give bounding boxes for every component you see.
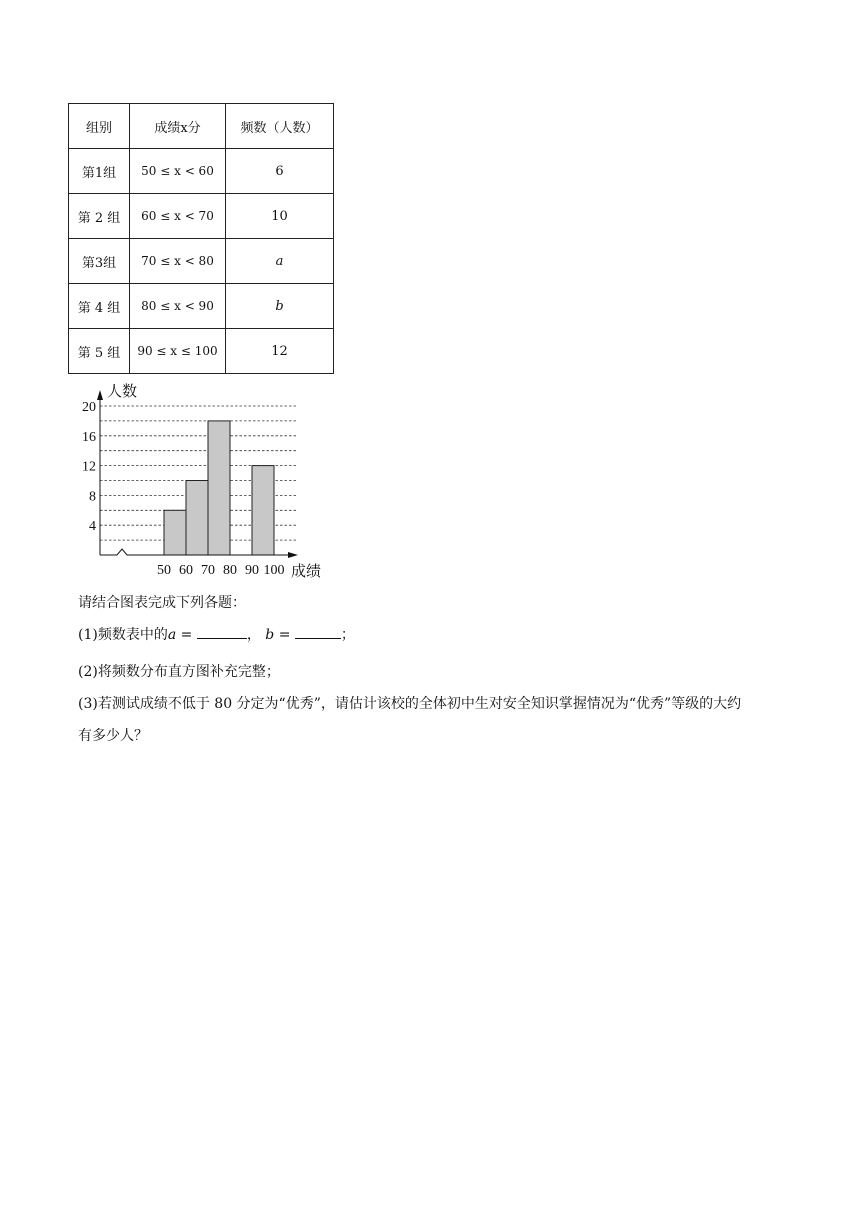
q1-sep: ， — [246, 627, 261, 643]
q1-blank-a[interactable] — [197, 624, 247, 639]
table-row — [69, 284, 334, 329]
q1-prefix: (1)频数表中的 — [78, 627, 168, 643]
question-intro: 请结合图表完成下列各题： — [78, 595, 246, 611]
question-3-line-1: (3)若测试成绩不低于 80 分定为“优秀”，请估计该校的全体初中生对安全知识掌握情况为“优秀”等级的大约 — [78, 696, 742, 712]
y-tick-label: 8 — [89, 489, 96, 505]
q1-blank-b[interactable] — [295, 624, 341, 639]
question-2: (2)将频数分布直方图补充完整； — [78, 664, 280, 680]
x-tick-label: 70 — [201, 563, 215, 578]
y-axis-arrow — [97, 390, 103, 400]
q1-var-b: b — [265, 627, 275, 643]
x-tick-label: 90 — [245, 563, 259, 578]
table-cell-range: 50 ≤ x < 60 — [130, 149, 226, 194]
table-cell-group: 第 5 组 — [69, 329, 130, 374]
table-cell-group: 第 2 组 — [69, 194, 130, 239]
x-tick-label: 50 — [157, 563, 171, 578]
q1-eq-b: = — [274, 627, 295, 643]
table-cell-range: 90 ≤ x ≤ 100 — [130, 329, 226, 374]
histogram-bar — [164, 510, 186, 555]
x-axis-arrow — [288, 552, 298, 558]
table-row — [69, 149, 334, 194]
table-cell-group: 第 4 组 — [69, 284, 130, 329]
histogram-bar — [252, 466, 274, 555]
x-axis-label: 成绩 — [291, 562, 322, 580]
header-group: 组别 — [69, 104, 130, 149]
table-header-row — [69, 104, 334, 149]
y-tick-label: 20 — [82, 400, 96, 415]
table-cell-count: b — [226, 284, 334, 329]
q1-end: ； — [340, 627, 355, 643]
header-score: 成绩x分 — [130, 104, 226, 149]
y-tick-label: 4 — [89, 519, 96, 535]
table-cell-group: 第3组 — [69, 239, 130, 284]
table-row — [69, 239, 334, 284]
x-tick-label: 60 — [179, 563, 193, 578]
histogram-bar — [186, 481, 208, 556]
y-tick-label: 12 — [82, 459, 96, 475]
table-row — [69, 194, 334, 239]
table-cell-range: 60 ≤ x < 70 — [130, 194, 226, 239]
question-1 — [78, 624, 355, 644]
header-frequency: 频数（人数） — [226, 104, 334, 149]
table-cell-count: 6 — [226, 149, 334, 194]
y-axis-label: 人数 — [107, 382, 138, 400]
table-cell-count: 12 — [226, 329, 334, 374]
frequency-histogram — [60, 380, 340, 585]
x-tick-label: 80 — [223, 563, 237, 578]
question-3-line-2: 有多少人？ — [78, 728, 148, 744]
table-cell-group: 第1组 — [69, 149, 130, 194]
table-row — [69, 329, 334, 374]
q1-eq-a: = — [176, 627, 197, 643]
histogram-bar — [208, 421, 230, 555]
y-tick-label: 16 — [82, 429, 96, 445]
q1-var-a: a — [167, 627, 177, 643]
table-cell-count: 10 — [226, 194, 334, 239]
table-cell-count: a — [226, 239, 334, 284]
table-cell-range: 70 ≤ x < 80 — [130, 239, 226, 284]
x-tick-label: 100 — [263, 563, 285, 578]
table-cell-range: 80 ≤ x < 90 — [130, 284, 226, 329]
frequency-table — [68, 103, 334, 374]
